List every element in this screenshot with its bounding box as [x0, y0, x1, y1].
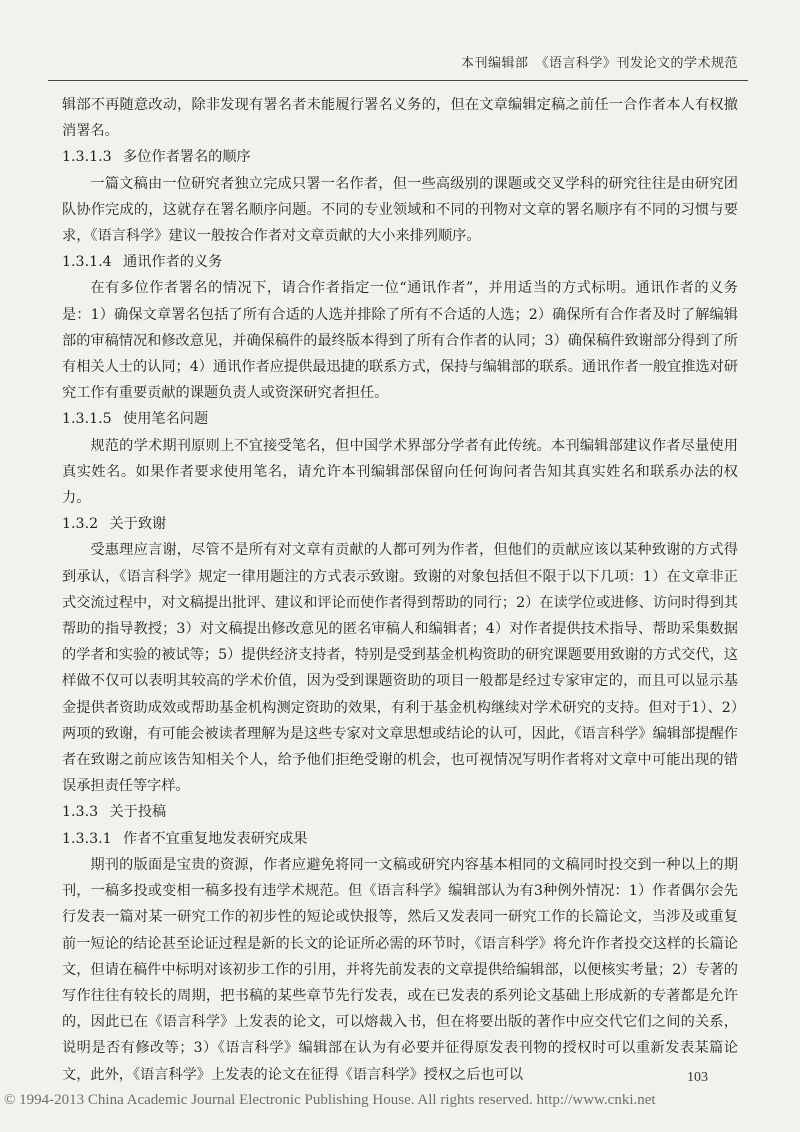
- section-heading: [62, 249, 738, 275]
- paragraph: 期刊的版面是宝贵的资源，作者应避免将同一文稿或研究内容基本相同的文稿同时投交到一种以上的期刊，一稿多投或变相一稿多投有违学术规范。但《语言科学》编辑部认为有3种例外情况：1）作者偶尔会先行发表一篇对某一研究工作的初步性的短论或快报等，然后又发表同一研究工作的长篇论文，当涉及或重复前一短论的结论甚至论证过程是新的长文的论证所必需的环节时，《语言科学》将允许作者投交这样的长篇论文，但请在稿件中标明对该初步工作的引用，并将先前发表的文章提供给编辑部，以便核实考量；2）专著的写作往往有较长的周期，把书稿的某些章节先行发表，或在已发表的系列论文基础上形成新的专著都是允许的，因此已在《语言科学》上发表的论文，可以熔裁入书，但在将要出版的著作中应交代它们之间的关系，说明是否有修改等；3）《语言科学》编辑部在认为有必要并征得原发表刊物的授权时可以重新发表某篇论文，此外，《语言科学》上发表的论文在征得《语言科学》授权之后也可以: [62, 856, 738, 1083]
- section-title: 作者不宜重复地发表研究成果: [123, 830, 308, 847]
- paragraph: 受惠理应言谢，尽管不是所有对文章有贡献的人都可列为作者，但他们的贡献应该以某种致谢的方式得到承认，《语言科学》规定一律用题注的方式表示致谢。致谢的对象包括但不限于以下几项：1）在文章非正式交流过程中，对文稿提出批评、建议和评论而使作者得到帮助的同行；2）在读学位或进修、访问时得到其帮助的指导教授；3）对文稿提出修改意见的匿名审稿人和编辑者；4）对作者提供技术指导、帮助采集数据的学者和实验的被试等；5）提供经济支持者，特别是受到基金机构资助的研究课题要用致谢的方式交代，这样做不仅可以表明其较高的学术价值，因为受到课题资助的项目一般都是经过专家审定的，而且可以显示基金提供者资助成效或帮助基金机构测定资助的效果，有利于基金机构继续对学术研究的支持。但对于1）、2）两项的致谢，有可能会被读者理解为是这些专家对文章思想或结论的认可，因此，《语言科学》编辑部提醒作者在致谢之前应该告知相关个人，给予他们拒绝受谢的机会，也可视情况写明作者将对文章中可能出现的错误承担责任等字样。: [62, 542, 738, 795]
- paragraph: 一篇文稿由一位研究者独立完成只署一名作者，但一些高级别的课题或交叉学科的研究往往是由研究团队协作完成的，这就存在署名顺序问题。不同的专业领域和不同的刊物对文章的署名顺序有不同的习惯与要求，《语言科学》建议一般按合作者对文章贡献的大小来排列顺序。: [62, 175, 738, 245]
- article-body: [62, 92, 738, 1088]
- section-number: 1.3.1.5: [62, 411, 112, 428]
- section-heading: [62, 144, 738, 170]
- section-heading: [62, 511, 738, 537]
- section-title: 关于致谢: [109, 516, 167, 533]
- section-number: 1.3.2: [62, 516, 99, 533]
- paragraph: 规范的学术期刊原则上不宜接受笔名，但中国学术界部分学者有此传统。本刊编辑部建议作者尽量使用真实姓名。如果作者要求使用笔名，请允许本刊编辑部保留向任何询问者告知其真实姓名和联系办法的权力。: [62, 437, 738, 507]
- section-title: 通讯作者的义务: [123, 254, 223, 271]
- paragraph: 辑部不再随意改动，除非发现有署名者未能履行署名义务的，但在文章编辑定稿之前任一合作者本人有权撤消署名。: [62, 97, 738, 140]
- paragraph: 在有多位作者署名的情况下，请合作者指定一位“通讯作者”，并用适当的方式标明。通讯作者的义务是：1）确保文章署名包括了所有合适的人选并排除了所有不合适的人选；2）确保所有合作者及时了解编辑部的审稿情况和修改意见，并确保稿件的最终版本得到了所有合作者的认同；3）确保稿件致谢部分得到了所有相关人士的认同；4）通讯作者应提供最迅捷的联系方式，保持与编辑部的联系。通讯作者一般宜推选对研究工作有重要贡献的课题负责人或资深研究者担任。: [62, 280, 738, 402]
- section-heading: [62, 826, 738, 852]
- running-header: 本刊编辑部 《语言科学》刊发论文的学术规范: [460, 56, 738, 71]
- section-heading: [62, 799, 738, 825]
- section-number: 1.3.1.3: [62, 149, 112, 166]
- section-title: 使用笔名问题: [123, 411, 209, 428]
- section-number: 1.3.1.4: [62, 254, 112, 271]
- copyright-footer: © 1994-2013 China Academic Journal Electronic Publishing House. All rights reserved. http://www.cnki.net: [4, 1092, 656, 1108]
- section-title: 关于投稿: [109, 804, 167, 821]
- header-rule: [48, 80, 748, 81]
- section-title: 多位作者署名的顺序: [123, 149, 251, 166]
- section-heading: [62, 406, 738, 432]
- page-number: 103: [687, 1070, 708, 1085]
- section-number: 1.3.3: [62, 804, 99, 821]
- section-number: 1.3.3.1: [62, 830, 112, 847]
